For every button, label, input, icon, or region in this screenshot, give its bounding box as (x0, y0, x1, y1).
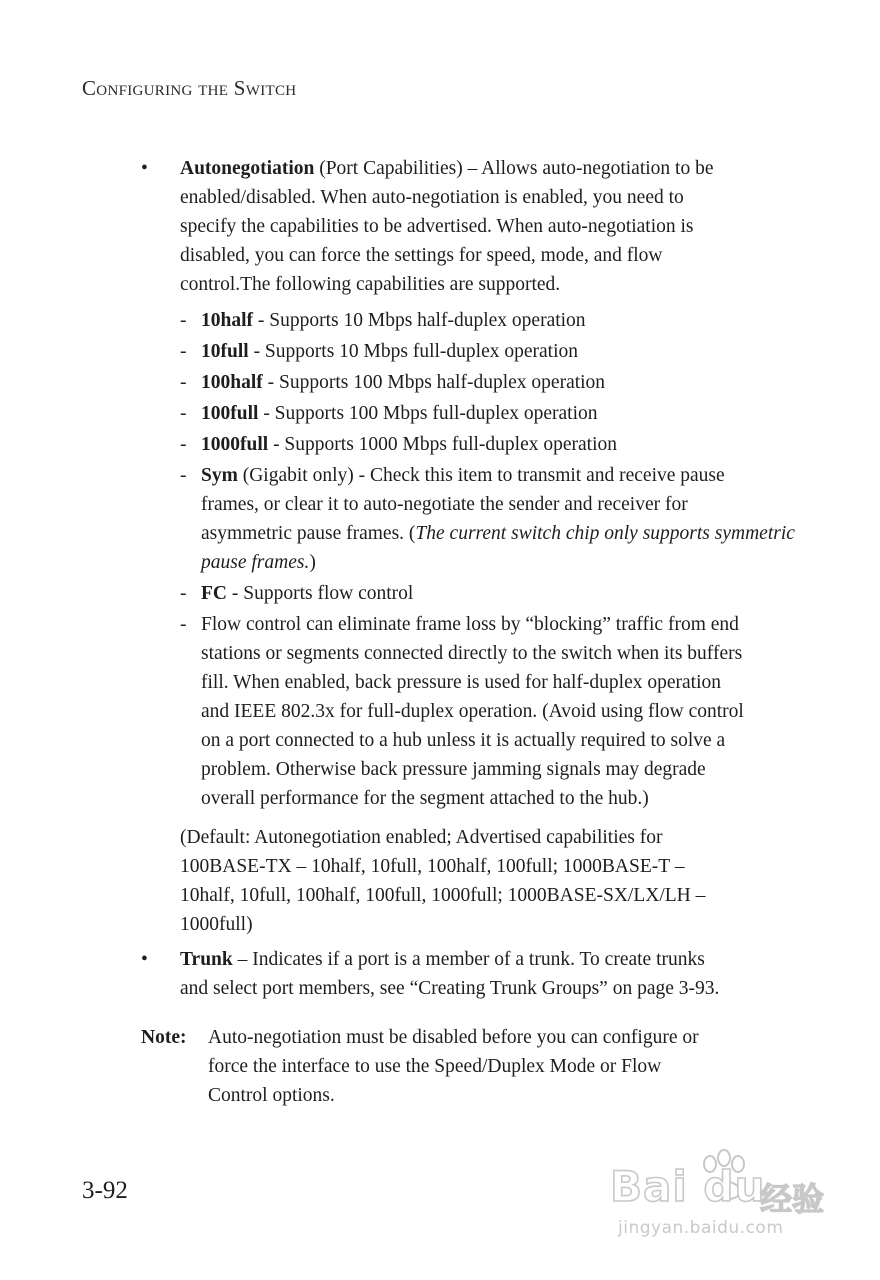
bullet-marker: • (141, 158, 148, 179)
default-line-3: 10half, 10full, 100half, 100full, 1000full; 1000BASE-SX/LX/LH – (180, 885, 706, 906)
note-line-1: Auto-negotiation must be disabled before you can configure or (208, 1027, 699, 1048)
dash-marker: - (180, 341, 187, 362)
watermark-sub: 经验 (760, 1180, 825, 1218)
autoneg-line-5: control.The following capabilities are supported. (180, 274, 561, 295)
watermark-url: jingyan.baidu.com (618, 1218, 784, 1238)
autoneg-line-3: specify the capabilities to be advertised. When auto-negotiation is (180, 216, 694, 237)
running-header: Configuring the Switch (82, 76, 297, 100)
flow-control-line-5: on a port connected to a hub unless it is actually required to solve a (201, 730, 726, 751)
page-number: 3-92 (82, 1177, 128, 1204)
trunk-line-1: Trunk – Indicates if a port is a member of a trunk. To create trunks (180, 949, 705, 970)
trunk-line-2: and select port members, see “Creating Trunk Groups” on page 3-93. (180, 978, 720, 999)
dash-marker: - (180, 614, 187, 635)
cap-sym-line-4: pause frames.) (201, 552, 316, 573)
baidu-watermark (610, 1148, 840, 1258)
cap-10half: 10half - Supports 10 Mbps half-duplex operation (201, 310, 586, 331)
autoneg-line-1: Autonegotiation (Port Capabilities) – Allows auto-negotiation to be (180, 158, 714, 179)
flow-control-line-6: problem. Otherwise back pressure jamming signals may degrade (201, 759, 706, 780)
flow-control-line-4: and IEEE 802.3x for full-duplex operation. (Avoid using flow control (201, 701, 744, 722)
autoneg-line-4: disabled, you can force the settings for speed, mode, and flow (180, 245, 663, 266)
watermark-brand: Bai du (610, 1162, 766, 1211)
default-line-2: 100BASE-TX – 10half, 10full, 100half, 100full; 1000BASE-T – (180, 856, 685, 877)
trunk-term: Trunk (180, 949, 233, 970)
default-line-1: (Default: Autonegotiation enabled; Advertised capabilities for (180, 827, 663, 848)
cap-10full: 10full - Supports 10 Mbps full-duplex operation (201, 341, 578, 362)
note-line-2: force the interface to use the Speed/Duplex Mode or Flow (208, 1056, 662, 1077)
flow-control-line-3: fill. When enabled, back pressure is used for half-duplex operation (201, 672, 722, 693)
autoneg-term: Autonegotiation (180, 158, 315, 179)
cap-100full: 100full - Supports 100 Mbps full-duplex operation (201, 403, 598, 424)
dash-marker: - (180, 372, 187, 393)
cap-100half: 100half - Supports 100 Mbps half-duplex operation (201, 372, 606, 393)
cap-sym-line-3: asymmetric pause frames. (The current switch chip only supports symmetric (201, 523, 795, 544)
cap-1000full: 1000full - Supports 1000 Mbps full-duplex operation (201, 434, 617, 455)
dash-marker: - (180, 310, 187, 331)
dash-marker: - (180, 403, 187, 424)
default-line-4: 1000full) (180, 914, 253, 935)
dash-marker: - (180, 583, 187, 604)
dash-marker: - (180, 434, 187, 455)
flow-control-line-2: stations or segments connected directly to the switch when its buffers (201, 643, 743, 664)
cap-sym-line-2: frames, or clear it to auto-negotiate the sender and receiver for (201, 494, 688, 515)
note-label: Note: (141, 1027, 187, 1048)
cap-fc: FC - Supports flow control (201, 583, 414, 604)
bullet-marker: • (141, 949, 148, 970)
dash-marker: - (180, 465, 187, 486)
autoneg-line-2: enabled/disabled. When auto-negotiation is enabled, you need to (180, 187, 684, 208)
note-line-3: Control options. (208, 1085, 335, 1106)
flow-control-line-1: Flow control can eliminate frame loss by “blocking” traffic from end (201, 614, 739, 635)
flow-control-line-7: overall performance for the segment attached to the hub.) (201, 788, 649, 809)
cap-sym-line-1: Sym (Gigabit only) - Check this item to transmit and receive pause (201, 465, 725, 486)
